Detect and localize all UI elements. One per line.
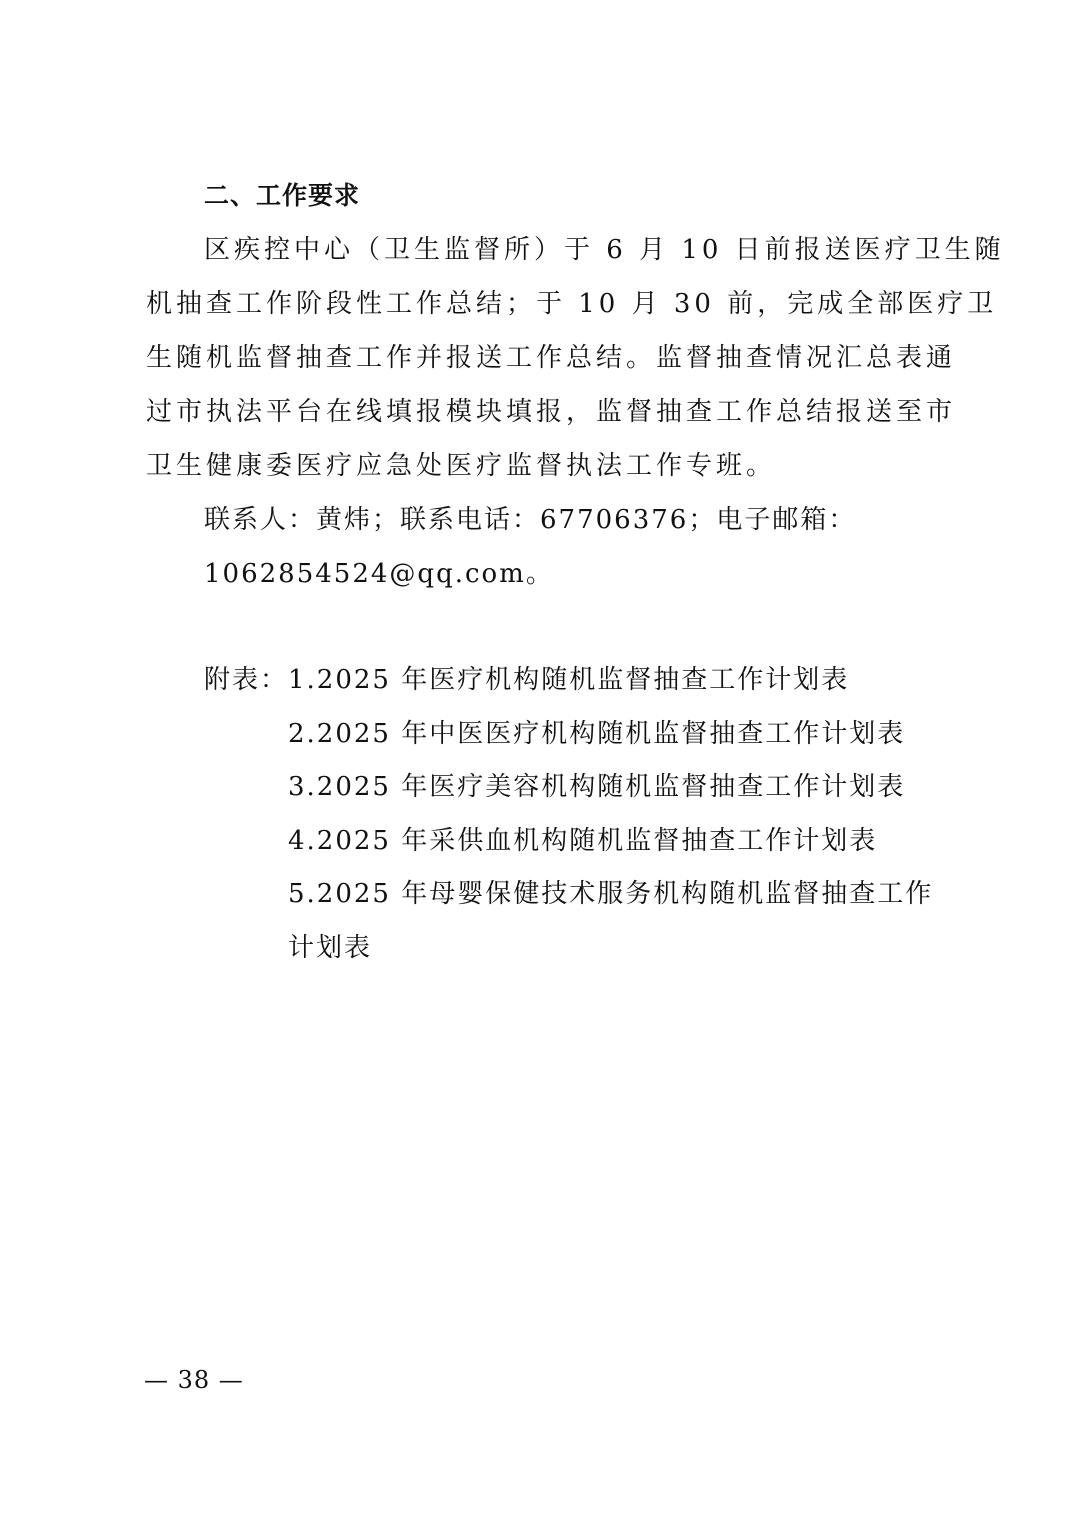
attachment-item: 3.2025 年医疗美容机构随机监督抽查工作计划表	[288, 772, 906, 802]
paragraph-line: 生随机监督抽查工作并报送工作总结。监督抽查情况汇总表通	[146, 343, 957, 373]
section-heading: 二、工作要求	[204, 181, 361, 210]
attachment-item: 4.2025 年采供血机构随机监督抽查工作计划表	[288, 826, 878, 856]
paragraph-line: 卫生健康委医疗应急处医疗监督执法工作专班。	[146, 451, 777, 481]
attachment-item: 2.2025 年中医医疗机构随机监督抽查工作计划表	[288, 719, 906, 749]
attachment-item-continued: 计划表	[288, 933, 373, 963]
attachment-item: 1.2025 年医疗机构随机监督抽查工作计划表	[288, 665, 850, 695]
contact-email: 1062854524@qq.com。	[204, 559, 554, 589]
contact-line: 联系人：黄炜；联系电话：67706376；电子邮箱：	[204, 505, 857, 535]
attachment-item: 5.2025 年母婴保健技术服务机构随机监督抽查工作	[288, 879, 934, 909]
attachments-label: 附表：	[204, 665, 289, 695]
paragraph-line: 机抽查工作阶段性工作总结；于 10 月 30 前，完成全部医疗卫	[146, 289, 998, 319]
page-number: — 38 —	[144, 1366, 244, 1394]
paragraph-line: 过市执法平台在线填报模块填报，监督抽查工作总结报送至市	[146, 397, 957, 427]
paragraph-line: 区疾控中心（卫生监督所）于 6 月 10 日前报送医疗卫生随	[204, 235, 1005, 265]
